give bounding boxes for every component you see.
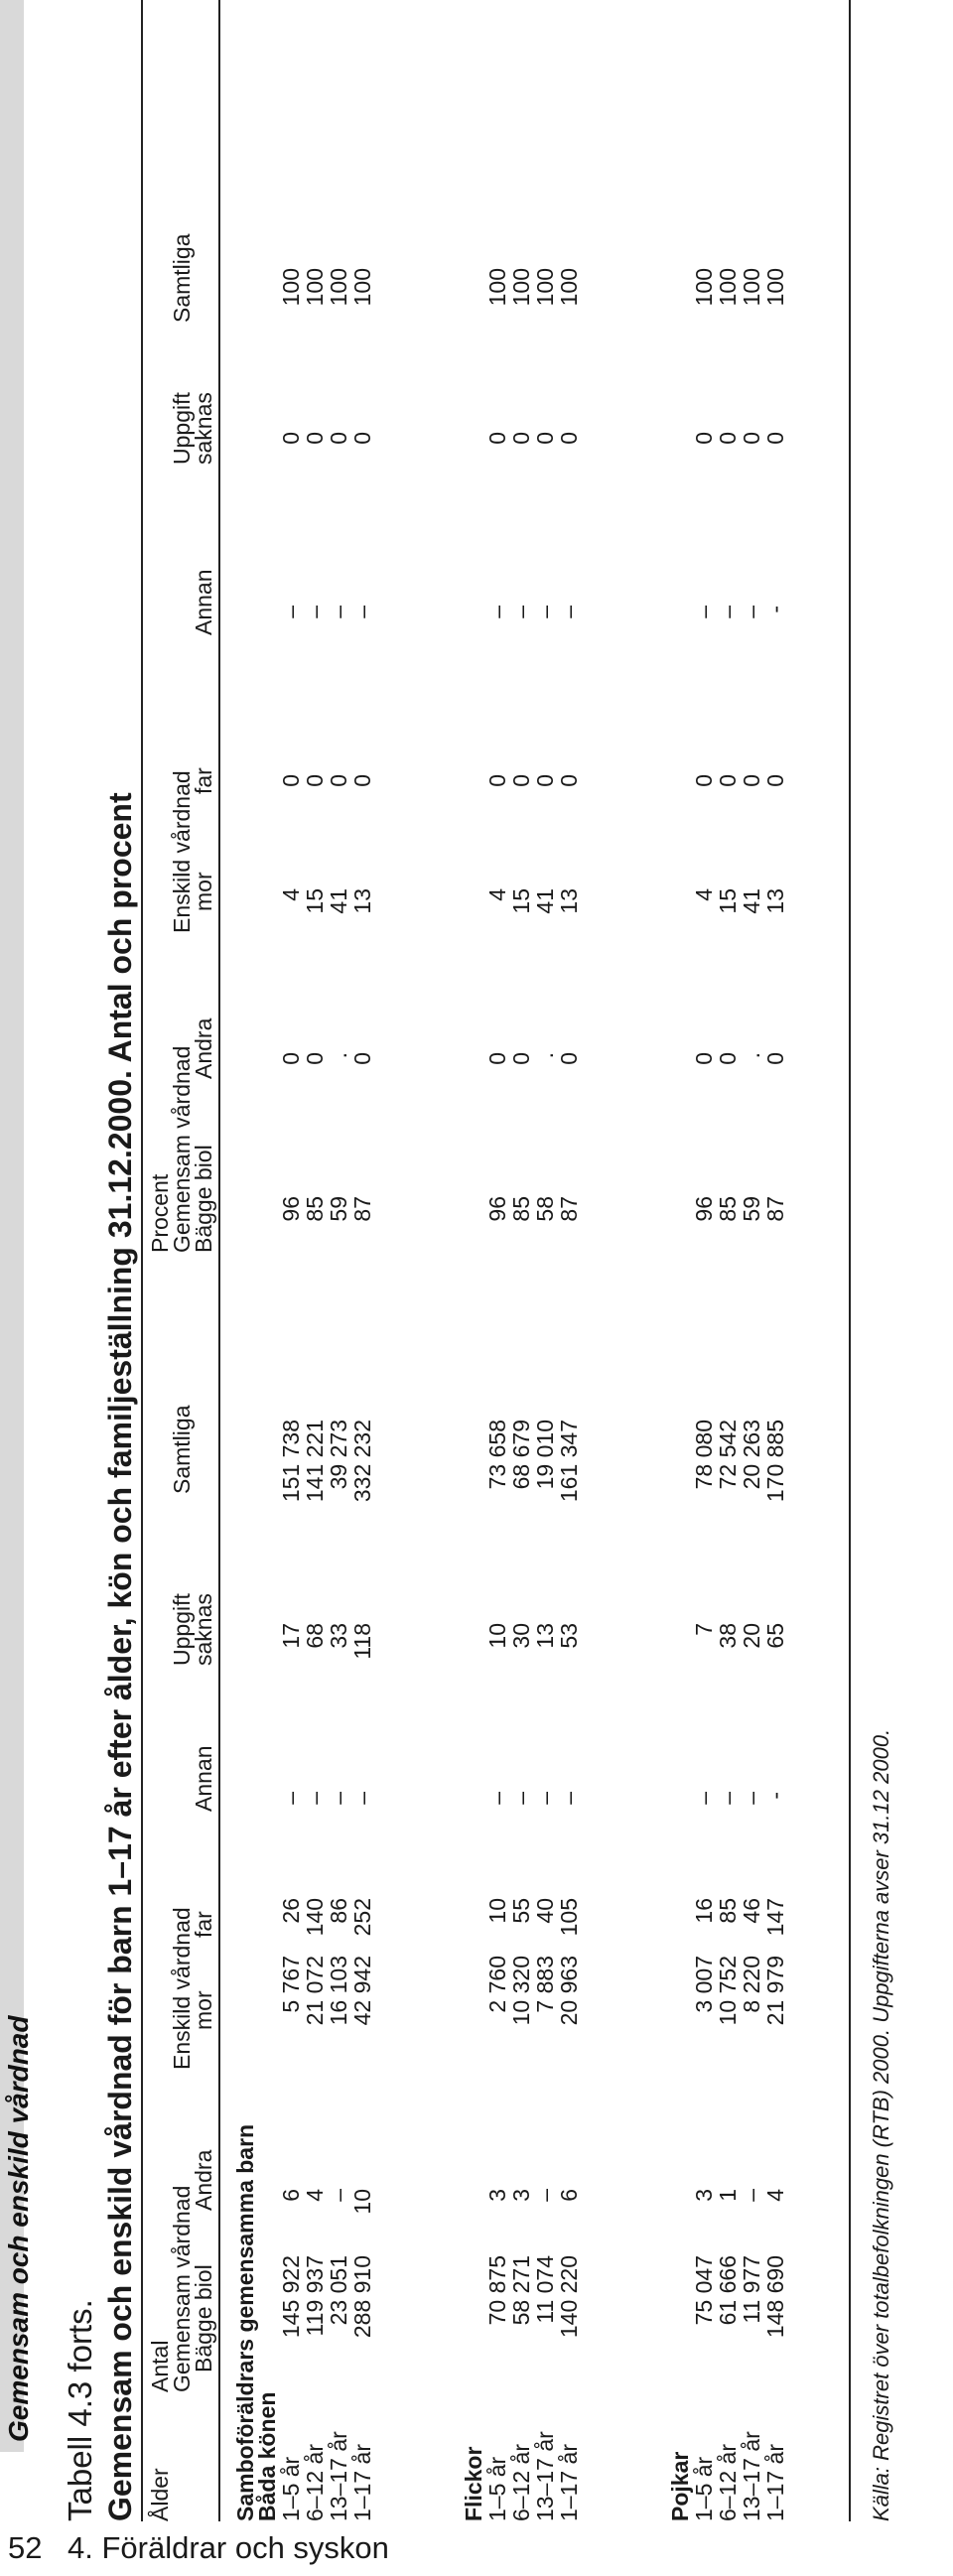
section-title: Samboföräldrars gemensamma barn [232,2123,258,2521]
header-annan-procent: Annan [191,569,216,635]
table-cell: 0 [691,432,717,445]
table-cell: 30 [508,1623,534,1649]
table-cell: – [532,2189,558,2202]
table-cell: 0 [349,432,375,445]
table-cell: 0 [715,774,741,787]
bottom-rule [849,0,851,2521]
table-cell: 0 [302,432,328,445]
table-cell: – [691,1792,717,1805]
table-cell: 5 767 [278,1956,304,2013]
header-alder: Ålder [147,2468,173,2521]
table-cell: 39 273 [326,1420,351,1490]
table-cell: 0 [556,432,582,445]
table-cell: 15 [715,888,741,914]
table-cell: 100 [556,268,582,307]
table-cell: – [484,1792,510,1805]
table-cell: 15 [508,888,534,914]
header-saknas-procent: saknas [191,392,216,465]
table-cell: 0 [532,432,558,445]
table-cell: 96 [691,1196,717,1222]
header-annan-antal: Annan [191,1745,216,1812]
header-saknas-antal: saknas [191,1593,216,1666]
table-cell: - [762,606,788,613]
table-cell: 100 [302,268,328,307]
table-cell: 0 [326,432,351,445]
table-cell: – [326,2189,351,2202]
table-cell: 68 [302,1623,328,1649]
header-bagge-antal: Bägge biol [191,2264,216,2373]
table-cell: 0 [508,432,534,445]
table-cell: 105 [556,1898,582,1937]
table-cell: 96 [278,1196,304,1222]
table-cell: 68 679 [508,1420,534,1490]
table-cell: 100 [532,268,558,307]
table-cell: 252 [349,1898,375,1937]
header-far-antal: far [191,1911,216,1938]
table-cell: 0 [762,774,788,787]
table-cell: 100 [484,268,510,307]
table-cell: 0 [484,774,510,787]
table-cell: 20 263 [739,1420,764,1490]
table-cell: – [508,606,534,618]
table-cell: 58 [532,1196,558,1222]
table-cell: 85 [715,1898,741,1924]
table-cell: 141 221 [302,1420,328,1503]
table-cell: 4 [302,2189,328,2202]
table-cell: – [349,606,375,618]
table-cell: 13 [349,888,375,914]
table-cell: 19 010 [532,1420,558,1490]
table-cell: 0 [715,1052,741,1065]
table-cell: 0 [326,774,351,787]
table-cell: – [532,1792,558,1805]
table-cell: 20 [739,1623,764,1649]
table-cell: 332 232 [349,1420,375,1503]
table-cell: 75 047 [691,2255,717,2326]
table-cell: 119 937 [302,2255,328,2337]
table-cell: 1 [715,2189,741,2202]
row-age: 6–12 år [508,2443,534,2521]
table-cell: 86 [326,1898,351,1924]
table-cell: 61 666 [715,2255,741,2326]
group-title: Pojkar [667,2451,693,2521]
table-cell: 7 883 [532,1956,558,2013]
table-cell: 87 [762,1196,788,1222]
table-cell: – [691,606,717,618]
header-procent: Procent [147,1173,173,1253]
header-antal: Antal [147,2340,173,2392]
table-cell: 87 [556,1196,582,1222]
table-cell: 55 [508,1898,534,1924]
source-note: Källa: Registret över totalbefolkningen (RTB) 2000. Uppgifterna avser 31.12 2000. [869,1728,893,2521]
table-cell: 58 271 [508,2255,534,2326]
header-mor-procent: mor [191,872,216,911]
table-cell: 6 [278,2189,304,2202]
page-number: 52 [8,2530,43,2565]
table-cell: 70 875 [484,2255,510,2326]
header-samtliga-antal: Samtliga [169,1405,195,1494]
table-cell: 0 [484,432,510,445]
table-cell: 41 [326,888,351,914]
row-age: 1–5 år [278,2456,304,2521]
table-cell: 3 007 [691,1956,717,2013]
table-cell: – [556,1792,582,1805]
table-cell: – [484,606,510,618]
table-cell: 10 [484,1898,510,1924]
table-cell: 2 760 [484,1956,510,2013]
table-cell: 4 [484,888,510,901]
row-age: 1–5 år [484,2456,510,2521]
table-cell: – [508,1792,534,1805]
row-age: 13–17 år [326,2431,351,2521]
table-cell: 100 [278,268,304,307]
header-samtliga-procent: Samtliga [169,233,195,323]
table-cell: 20 963 [556,1956,582,2026]
table-cell: 13 [532,1623,558,1649]
table-cell: 0 [739,774,764,787]
table-cell: 87 [349,1196,375,1222]
table-cell: – [556,606,582,618]
table-cell: 6 [556,2189,582,2202]
table-cell: 26 [278,1898,304,1924]
section-band-title: Gemensam och enskild vårdnad [3,2015,34,2442]
table-cell: – [739,606,764,618]
table-cell: 46 [739,1898,764,1924]
table-cell: – [302,606,328,618]
table-cell: 0 [508,1052,534,1065]
header-enskild-procent: Enskild vårdnad [169,770,195,933]
header-far-procent: far [191,767,216,794]
row-age: 1–17 år [556,2443,582,2521]
header-andra-antal: Andra [191,2149,216,2211]
table-cell: 73 658 [484,1420,510,1490]
table-cell: 0 [691,774,717,787]
table-cell: 59 [739,1196,764,1222]
table-title: Gemensam och enskild vårdnad för barn 1–17 år efter ålder, kön och familjeställning 31.12.2000. Antal och procent [102,792,138,2521]
table-cell: – [349,1792,375,1805]
table-cell: – [278,606,304,618]
table-label: Tabell 4.3 forts. [62,2299,98,2521]
table-cell: 118 [349,1623,375,1660]
table-cell: 145 922 [278,2255,304,2339]
table-cell: 4 [278,888,304,901]
table-cell: 161 347 [556,1420,582,1503]
table-cell: 0 [691,1052,717,1065]
table-cell: 21 979 [762,1956,788,2026]
table-cell: 65 [762,1623,788,1649]
table-cell: 0 [762,1052,788,1065]
header-uppgift-procent: Uppgift [169,392,195,465]
table-cell: 100 [715,268,741,307]
table-cell: – [326,1792,351,1805]
table-cell: 0 [556,1052,582,1065]
table-cell: 96 [484,1196,510,1222]
table-cell: 4 [762,2189,788,2202]
table-cell: – [326,606,351,618]
table-cell: 42 942 [349,1956,375,2026]
table-cell: 100 [691,268,717,307]
table-cell: 3 [691,2189,717,2202]
table-cell: 38 [715,1623,741,1649]
table-cell: 59 [326,1196,351,1222]
table-cell: 85 [715,1196,741,1222]
table-cell: 0 [484,1052,510,1065]
header-bagge-procent: Bägge biol [191,1145,216,1253]
table-cell: – [739,1792,764,1805]
table-cell: 100 [349,268,375,307]
table-cell: – [739,2189,764,2202]
table-cell: 0 [302,1052,328,1065]
table-cell: 10 [484,1623,510,1649]
table-cell: 147 [762,1898,788,1937]
table-cell: . [739,1052,764,1059]
table-cell: 72 542 [715,1420,741,1490]
table-cell: 0 [278,1052,304,1065]
table-cell: 7 [691,1623,717,1636]
table-cell: 151 738 [278,1420,304,1503]
table-cell: 16 [691,1898,717,1924]
table-cell: 21 072 [302,1956,328,2026]
table-cell: 3 [484,2189,510,2202]
header-enskild-antal: Enskild vårdnad [169,1907,195,2070]
table-cell: 11 074 [532,2255,558,2324]
table-cell: 288 910 [349,2255,375,2339]
table-cell: 0 [556,774,582,787]
table-cell: 33 [326,1623,351,1649]
header-uppgift-antal: Uppgift [169,1593,195,1666]
table-cell: 0 [302,774,328,787]
table-cell: 23 051 [326,2255,351,2326]
table-cell: 100 [508,268,534,307]
table-cell: 85 [302,1196,328,1222]
table-cell: 13 [762,888,788,914]
table-cell: 10 752 [715,1956,741,2026]
table-cell: . [326,1052,351,1059]
table-cell: - [762,1792,788,1800]
table-cell: 148 690 [762,2255,788,2339]
row-age: 1–17 år [349,2443,375,2521]
table-cell: 78 080 [691,1420,717,1490]
table-cell: 10 320 [508,1956,534,2026]
group-title: Båda könen [254,2391,280,2521]
table-cell: 100 [326,268,351,307]
group-title: Flickor [461,2446,486,2521]
table-cell: 11 977 [739,2255,764,2324]
table-cell: 0 [762,432,788,445]
top-rule [141,0,143,2521]
table-cell: 0 [349,774,375,787]
table-cell: 17 [278,1623,304,1649]
row-age: 1–17 år [762,2443,788,2521]
header-rule [218,0,220,2521]
table-cell: 15 [302,888,328,914]
table-cell: 10 [349,2189,375,2215]
table-cell: – [532,606,558,618]
header-andra-procent: Andra [191,1017,216,1079]
table-cell: 16 103 [326,1956,351,2026]
table-cell: 3 [508,2189,534,2202]
table-cell: 100 [739,268,764,307]
table-cell: 0 [508,774,534,787]
table-cell: 41 [532,888,558,914]
table-cell: 13 [556,888,582,914]
table-cell: 170 885 [762,1420,788,1503]
table-cell: 8 220 [739,1956,764,2013]
table-cell: 85 [508,1196,534,1222]
header-gemensam-antal: Gemensam vårdnad [169,2185,195,2392]
table-cell: 100 [762,268,788,307]
chapter-title: 4. Föräldrar och syskon [68,2530,389,2565]
table-cell: 0 [715,432,741,445]
row-age: 13–17 år [532,2431,558,2521]
row-age: 6–12 år [302,2443,328,2521]
table-cell: 41 [739,888,764,914]
table-cell: . [532,1052,558,1059]
row-age: 1–5 år [691,2456,717,2521]
table-cell: – [715,606,741,618]
table-cell: 0 [278,432,304,445]
page-footer [0,2526,953,2576]
table-cell: 0 [532,774,558,787]
table-cell: 140 220 [556,2255,582,2339]
table-cell: 140 [302,1898,328,1937]
table-cell: 4 [691,888,717,901]
table-cell: 53 [556,1623,582,1649]
table-cell: 40 [532,1898,558,1924]
table-cell: 0 [349,1052,375,1065]
table-cell: – [302,1792,328,1805]
table-cell: – [278,1792,304,1805]
table-cell: 0 [739,432,764,445]
table-cell: – [715,1792,741,1805]
header-mor-antal: mor [191,1990,216,2030]
row-age: 13–17 år [739,2431,764,2521]
row-age: 6–12 år [715,2443,741,2521]
header-gemensam-procent: Gemensam vårdnad [169,1045,195,1253]
table-cell: 0 [278,774,304,787]
